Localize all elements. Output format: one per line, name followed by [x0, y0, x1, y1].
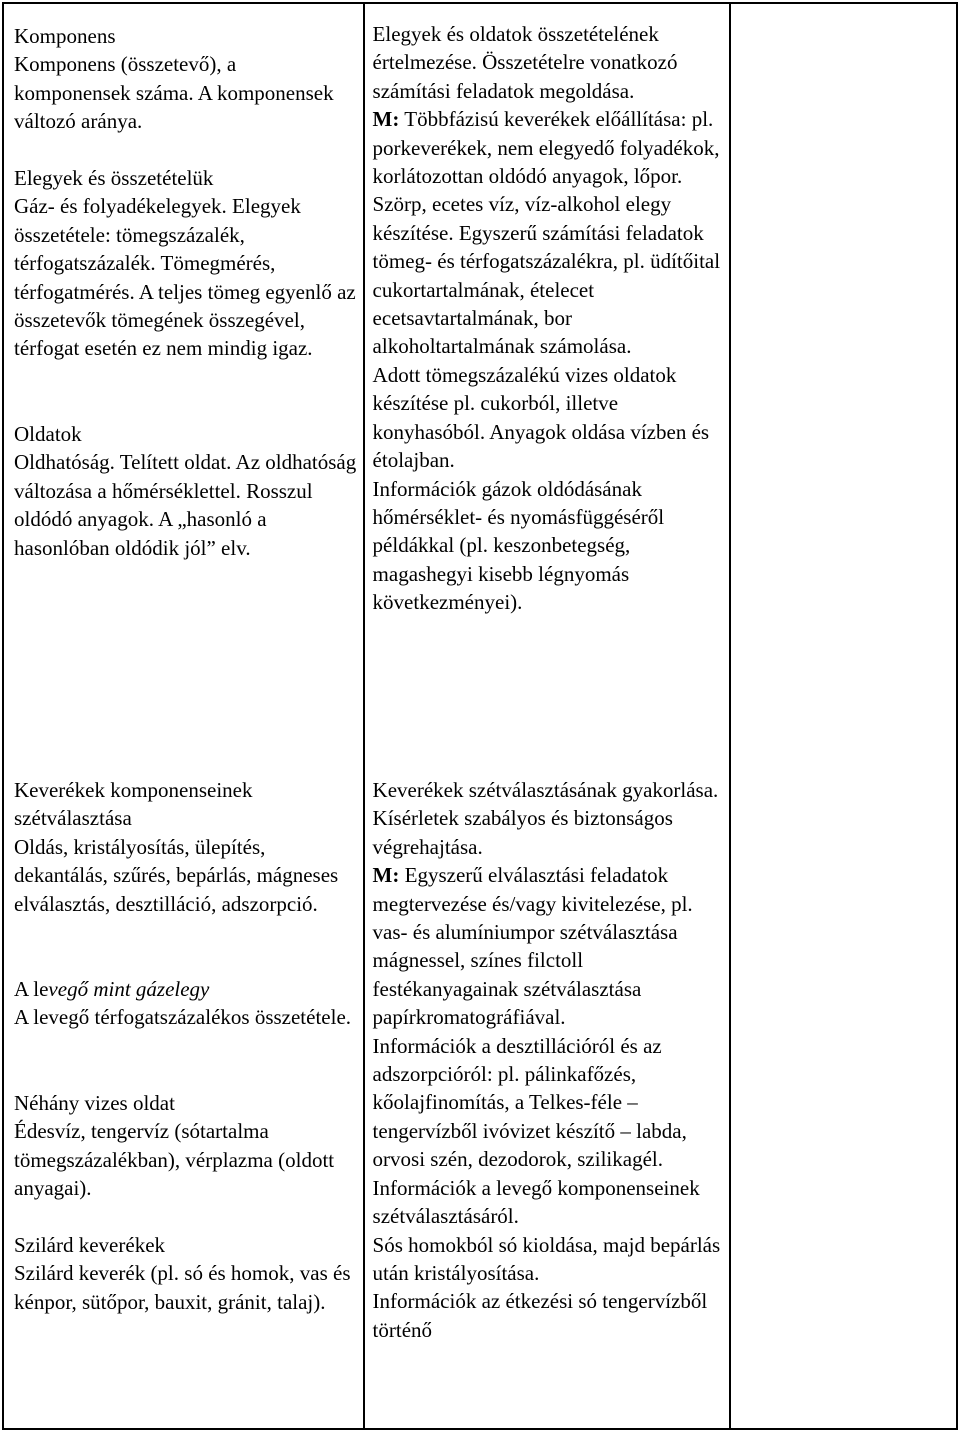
paragraph: Információk az étkezési só tengervízből történő	[372, 1289, 708, 1342]
paragraph: Információk a desztillációról és az adszorpcióról: pl. pálinkafőzés, kőolajfinomítás, a Telkes-féle – tengervízből ivóvizet készítő – labda, orvosi szén, dezodorok, szilikagél.	[372, 1033, 687, 1172]
section-elegyek	[14, 164, 357, 363]
paragraph: M: Egyszerű elválasztási feladatok megtervezése és/vagy kivitelezése, pl. vas- és alumíniumpor szétválasztása mágnessel, színes filctoll festékanyagainak szétválasztása papírkromatográfiával.	[372, 863, 693, 1030]
paragraph: Sós homokból só kioldása, majd bepárlás után kristályosítása.	[372, 1232, 721, 1285]
section-levego	[14, 975, 357, 1032]
paragraph: Információk a levegő komponenseinek szétválasztásáról.	[372, 1175, 700, 1229]
section-text: Szilárd keverék (pl. só és homok, vas és kénpor, sütőpor, bauxit, gránit, talaj).	[14, 1261, 351, 1314]
section-text: Komponens (összetevő), a komponensek száma. A komponensek változó aránya.	[14, 52, 334, 134]
paragraph: Adott tömegszázalékú vizes oldatok készítése pl. cukorból, illetve konyhasóból. Anyagok oldása vízben és étolajban.	[372, 362, 710, 473]
paragraph: Keverékek szétválasztásának gyakorlása. Kísérletek szabályos és biztonságos végrehajtása.	[372, 778, 719, 859]
m-label: M:	[372, 863, 400, 888]
section-text: Édesvíz, tengervíz (sótartalma tömegszázalékban), vérplazma (oldott anyagai).	[14, 1119, 335, 1201]
paragraph: Elegyek és oldatok összetételének értelmezése. Összetételre vonatkozó számítási feladatok megoldása.	[372, 22, 678, 103]
section-title: Szilárd keverékek	[14, 1233, 166, 1257]
section-text: Oldhatóság. Telített oldat. Az oldhatóság változása a hőmérséklettel. Rosszul oldódó anyagok. A „hasonló a hasonlóban oldódik jól” elv.	[14, 450, 357, 560]
empty-cell	[730, 3, 957, 1429]
m-label: M:	[372, 107, 400, 132]
paragraph: M: Többfázisú keverékek előállítása: pl. porkeverékek, nem elegyedő folyadékok, korlátozottan oldódó anyagok, lőpor.	[372, 107, 720, 189]
section-title: A levegő mint gázelegy	[14, 977, 210, 1001]
section-text: Oldás, kristályosítás, ülepítés, dekantálás, szűrés, bepárlás, mágneses elválasztás, desztilláció, adszorpció.	[14, 834, 339, 916]
section-text: Gáz- és folyadékelegyek. Elegyek összetétele: tömegszázalék, térfogatszázalék. Tömegmérés, térfogatmérés. A teljes tömeg egyenlő az összetevők tömegének összegével, térfogat esetén ez nem mindig igaz.	[14, 194, 356, 361]
topics-cell	[3, 3, 364, 1429]
paragraph: Információk gázok oldódásának hőmérséklet- és nyomásfüggéséről példákkal (pl. keszonbetegség, magashegyi kisebb légnyomás következményei).	[372, 476, 665, 615]
section-komponens	[14, 22, 357, 136]
section-keverekek	[14, 776, 357, 918]
section-title: Komponens	[14, 24, 116, 48]
section-szilard	[14, 1231, 357, 1316]
section-title: Néhány vizes oldat	[14, 1091, 175, 1115]
section-vizes	[14, 1089, 357, 1203]
section-text: A levegő térfogatszázalékos összetétele.	[14, 1005, 352, 1030]
curriculum-table	[2, 2, 958, 1430]
section-title: Keverékek komponenseinek szétválasztása	[14, 778, 253, 831]
section-oldatok	[14, 420, 357, 562]
section-title: Elegyek és összetételük	[14, 166, 214, 190]
activities-block-top	[373, 20, 724, 617]
activities-block-bottom	[373, 776, 724, 1344]
paragraph: Szörp, ecetes víz, víz-alkohol elegy készítése. Egyszerű számítási feladatok tömeg- és térfogatszázalékra, pl. üdítőital cukortartalmának, ételecet ecetsavtartalmának, bor alkoholtartalmának számolása.	[372, 192, 721, 359]
section-title: Oldatok	[14, 422, 82, 446]
activities-cell	[364, 3, 731, 1429]
table-row	[3, 3, 957, 1429]
